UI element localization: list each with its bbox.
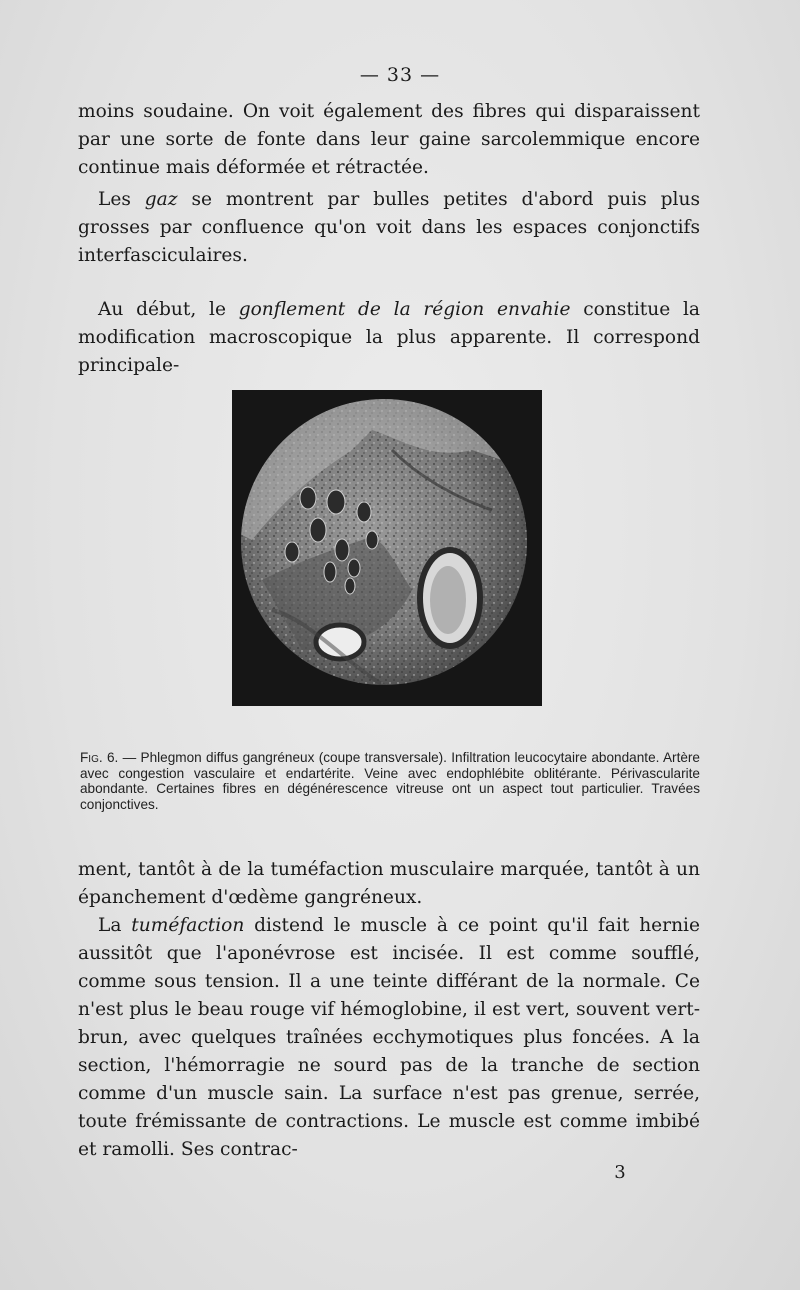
emphasis-tumefaction: tuméfaction [131,915,245,936]
paragraph-gaz-lead: Les [98,189,145,210]
emphasis-gonflement: gonflement de la région envahie [238,299,571,320]
paragraph-tumefaction-body: distend le muscle à ce point qu'il fait hernie aussitôt que l'aponévrose est incisée. Il est comme soufflé, comme sous tension. Il a une teinte différant de la normale. Ce n'est plus le beau rouge vif hémoglobine, il est vert, souvent vert-brun, avec quelques traînées ecchymotiques plus foncées. A la section, l'hémorragie ne sourd pas de la tranche de section comme d'un muscle sain. La surface n'est pas grenue, serrée, toute frémissante de contractions. Le muscle est comme imbibé et ramolli. Ses contrac- [78,915,700,1160]
paragraph-gaz [78,186,700,270]
micrograph-image [232,390,542,706]
micrograph-figure [232,390,542,706]
figure-caption-label: Fig. 6. [80,750,119,765]
page-number: — 33 — [359,64,441,86]
paragraph-tumefaction-lead: La [98,915,132,936]
paragraph-gonflement-body: constitue la modification macroscopique la plus apparente. Il correspond principale- [78,299,700,376]
paragraph-gonflement-lead: Au début, le [98,299,239,320]
paragraph-tumefaction-intro: ment, tantôt à de la tuméfaction musculaire marquée, tantôt à un épanchement d'œdème gangréneux. [78,859,700,908]
paragraph-tumefaction [78,912,700,1164]
paragraph-gonflement [78,296,700,380]
emphasis-gaz: gaz [144,189,178,210]
paragraph-gaz-body: se montrent par bulles petites d'abord puis plus grosses par confluence qu'on voit dans les espaces conjonctifs interfasciculaires. [78,189,700,266]
signature-mark: 3 [614,1162,626,1183]
figure-caption [80,750,700,812]
figure-caption-text: — Phlegmon diffus gangréneux (coupe transversale). Infiltration leucocytaire abondante. Artère avec congestion vasculaire et endartérite. Veine avec endophlébite oblitérante. Périvascularite abondante. Certaines fibres en dégénérescence vitreuse ont un aspect tout particulier. Travées conjonctives. [80,750,700,812]
paragraph-continuation: moins soudaine. On voit également des fibres qui disparaissent par une sorte de fonte dans leur gaine sarcolemmique encore continue mais déformée et rétractée. [78,101,700,178]
